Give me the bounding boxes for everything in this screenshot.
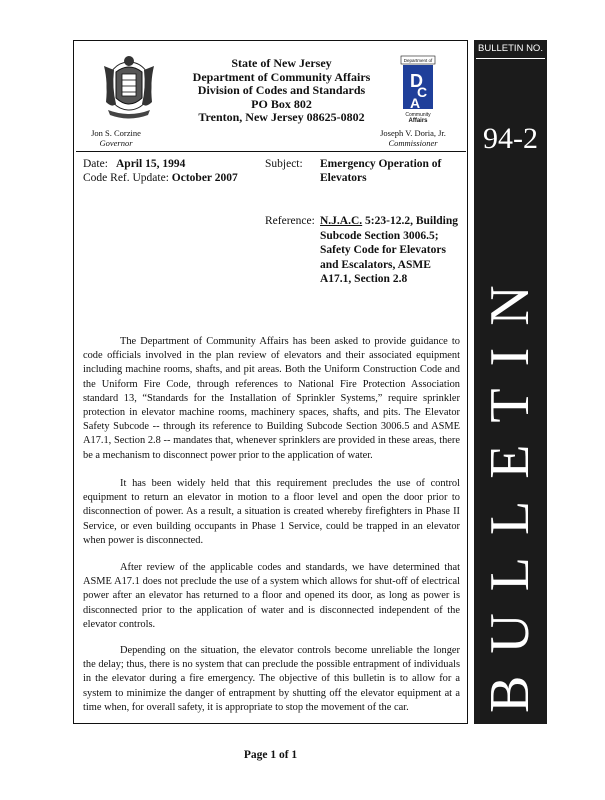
date-field (83, 157, 186, 171)
body-paragraph-4: Depending on the situation, the elevator controls become unreliable the longer the delay; thus, there is no system that can preclude the possible entrapment of individuals in the elevator during a fire emergency. The objective of this bulletin is to allow for a system to minimize the danger of entrapment by shutting off the elevator equipment at a time when, for overall safety, it is appropriate to stop the movement of the car. (83, 645, 460, 713)
svg-text:Department of: Department of (403, 58, 433, 63)
dca-logo (400, 55, 436, 123)
code-ref-value: October 2007 (171, 172, 238, 184)
commissioner-name: Joseph V. Doria, Jr. (380, 128, 446, 138)
bulletin-vertical-title: BULLETIN (479, 263, 541, 713)
subject-label: Subject: (265, 158, 303, 170)
page-number: Page 1 of 1 (243, 749, 298, 761)
bulletin-label-rule (476, 58, 545, 59)
code-ref-field (83, 171, 238, 185)
svg-text:Community: Community (405, 112, 431, 118)
bulletin-number: 94-2 (483, 122, 538, 155)
reference-code: N.J.A.C. (320, 215, 363, 227)
governor-title: Governor (99, 138, 133, 148)
header-line-department: Department of Community Affairs (192, 69, 371, 84)
svg-text:A: A (410, 95, 421, 111)
agency-header (168, 57, 395, 125)
commissioner-block (368, 128, 458, 148)
state-seal-icon (98, 52, 160, 120)
code-ref-label: Code Ref. Update: (83, 172, 169, 184)
svg-text:D: D (410, 71, 423, 91)
header-line-pobox: PO Box 802 (251, 96, 312, 111)
commissioner-title: Commissioner (388, 138, 438, 148)
reference-detail: 5:23-12.2, Building Subcode Section 3006.5; Safety Code for Elevators and Escalators, ASME A17.1, Section 2.8 (320, 215, 459, 285)
bulletin-number-label: BULLETIN NO. (478, 43, 543, 54)
reference-value (320, 214, 460, 287)
governor-block (76, 128, 156, 148)
header-line-state: State of New Jersey (231, 56, 332, 70)
subject-value: Emergency Operation of Elevators (320, 158, 442, 184)
svg-text:Affairs: Affairs (408, 118, 428, 123)
body-paragraph-3: After review of the applicable codes and standards, we have determined that ASME A17.1 does not preclude the use of a system which allows for shut-off of electrical power after an elevator has returned to a floor and opened its door, as long as power is disconnected prior to the application of water and is disconnected independent of the elevator controls. (83, 562, 460, 630)
header-line-division: Division of Codes and Standards (197, 83, 366, 97)
bulletin-sidebar (474, 40, 547, 724)
governor-name: Jon S. Corzine (91, 128, 141, 138)
header-divider (76, 151, 466, 152)
svg-text:C: C (417, 84, 428, 100)
header-line-address: Trenton, New Jersey 08625-0802 (198, 110, 365, 124)
date-label: Date: (83, 158, 108, 170)
date-value: April 15, 1994 (116, 158, 186, 170)
body-paragraph-1: The Department of Community Affairs has been asked to provide guidance to code officials involved in the plan review of elevators and their associated equipment including machine rooms, shafts, and pit areas. Both the Uniform Construction Code and the Uniform Fire Code, through references to National Fire Protection Association standard 13, “Standards for the Installation of Sprinkler Systems,” require sprinkler protection in elevator machine rooms, machinery spaces, shafts, and pits. The Elevator Safety Subcode -- through its reference to Building Subcode Section 3006.5 and ASME A17.1, Section 2.8 -- mandates that, whenever sprinklers are provided in these areas, there be a mechanism to disconnect power prior to the application of water. (83, 336, 460, 461)
body-paragraph-2: It has been widely held that this requirement precludes the use of control equipment to return an elevator in motion to a floor level and open the door prior to disconnection of power. As a result, a situation is created whereby firefighters in Phase II Service, or even building occupants in Phase 1 Service, could be trapped in an elevator when power is disconnected. (83, 478, 460, 546)
reference-label: Reference: (265, 215, 315, 227)
